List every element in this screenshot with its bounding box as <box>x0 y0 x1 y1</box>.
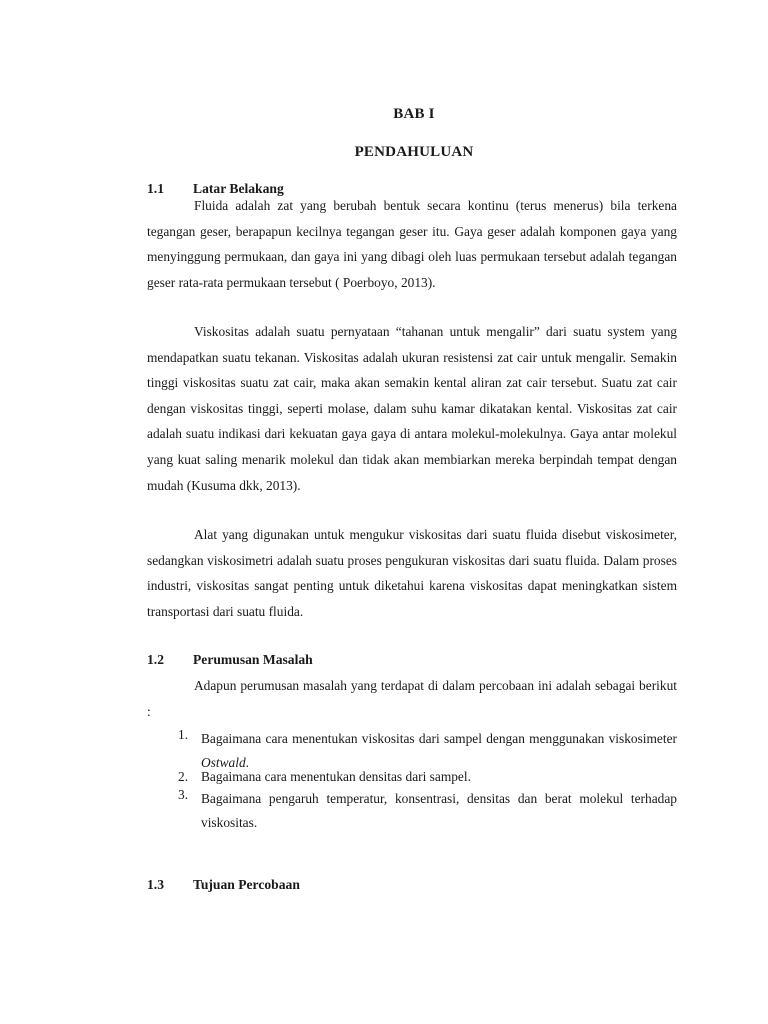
section-heading-tujuan-percobaan <box>147 877 300 893</box>
list-text: Bagaimana cara menentukan densitas dari sampel. <box>201 769 471 784</box>
paragraph-alat <box>147 522 677 624</box>
list-number: 2. <box>178 769 189 784</box>
section-heading-perumusan-masalah <box>147 652 313 668</box>
list-number: 1. <box>178 727 189 742</box>
paragraph-fluida <box>147 193 677 295</box>
section-title: Perumusan Masalah <box>193 652 313 667</box>
paragraph-text: Fluida adalah zat yang berubah bentuk secara kontinu (terus menerus) bila terkena tegangan geser, berapapun kecilnya tegangan geser itu. Gaya geser adalah komponen gaya yang menyinggung permukaan, dan gaya ini yang dibagi oleh luas permukaan tersebut adalah tegangan geser rata-rata permukaan tersebut ( Poerboyo, 2013). <box>147 198 677 290</box>
paragraph-text: Alat yang digunakan untuk mengukur viskositas dari suatu fluida disebut viskosimeter, sedangkan viskosimetri adalah suatu proses pengukuran viskositas dari suatu fluida. Dalam proses industri, viskositas sangat penting untuk diketahui karena viskositas dapat meningkatkan sistem transportasi dari suatu fluida. <box>147 527 677 619</box>
section-number: 1.2 <box>147 652 164 667</box>
chapter-title: PENDAHULUAN <box>354 144 474 160</box>
paragraph-perumusan-intro <box>147 673 677 724</box>
section-number: 1.3 <box>147 877 164 892</box>
list-text: Bagaimana cara menentukan viskositas dari sampel dengan menggunakan viskosimeter Ostwald. <box>201 731 677 770</box>
section-title: Tujuan Percobaan <box>193 877 300 892</box>
section-title: Latar Belakang <box>193 181 284 196</box>
section-number: 1.1 <box>147 181 164 196</box>
paragraph-text: Adapun perumusan masalah yang terdapat di dalam percobaan ini adalah sebagai berikut : <box>147 678 677 719</box>
chapter-number: BAB I <box>393 106 435 122</box>
paragraph-text: Viskositas adalah suatu pernyataan “tahanan untuk mengalir” dari suatu system yang mendapatkan suatu tekanan. Viskositas adalah ukuran resistensi zat cair untuk mengalir. Semakin tinggi viskositas suatu zat cair, maka akan semakin kental aliran zat cair tersebut. Suatu zat cair dengan viskositas tinggi, seperti molase, dalam suhu kamar dikatakan kental. Viskositas zat cair adalah suatu indikasi dari kekuatan gaya gaya di antara molekul-molekulnya. Gaya antar molekul yang kuat saling menarik molekul dan tidak akan membiarkan mereka berpindah tempat dengan mudah (Kusuma dkk, 2013). <box>147 324 677 493</box>
paragraph-viskositas <box>147 319 677 498</box>
list-number: 3. <box>178 787 189 802</box>
list-text: Bagaimana pengaruh temperatur, konsentrasi, densitas dan berat molekul terhadap viskositas. <box>201 791 677 830</box>
italic-term: Ostwald <box>201 755 246 770</box>
